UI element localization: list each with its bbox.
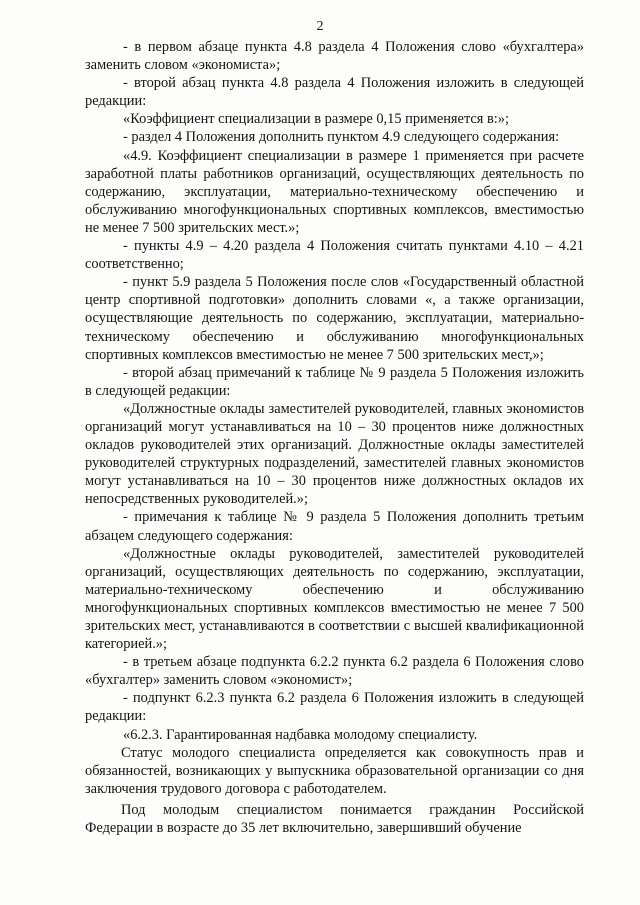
paragraph: Статус молодого специалиста определяется как совокупность прав и обязанностей, возникающих у выпускника образовательной организации со дня заключения трудового договора с работодателем. — [85, 744, 584, 797]
paragraph: Под молодым специалистом понимается гражданин Российской Федерации в возрасте до 35 лет включительно, завершивший обучение — [85, 801, 584, 837]
paragraph: - второй абзац пункта 4.8 раздела 4 Положения изложить в следующей редакции: — [85, 75, 584, 110]
document-body — [85, 38, 584, 837]
paragraph: - пункты 4.9 – 4.20 раздела 4 Положения считать пунктами 4.10 – 4.21 соответственно; — [85, 238, 584, 273]
paragraph: - в третьем абзаце подпункта 6.2.2 пункта 6.2 раздела 6 Положения слово «бухгалтер» заменить словом «экономист»; — [85, 654, 584, 689]
paragraph: - подпункт 6.2.3 пункта 6.2 раздела 6 Положения изложить в следующей редакции: — [85, 690, 584, 725]
page-number: 2 — [316, 19, 324, 34]
paragraph: «6.2.3. Гарантированная надбавка молодому специалисту. — [123, 726, 478, 743]
paragraph: - второй абзац примечаний к таблице № 9 раздела 5 Положения изложить в следующей редакции: — [85, 364, 584, 399]
paragraph: «Должностные оклады руководителей, заместителей руководителей организаций, осуществляющих деятельность по содержанию, эксплуатации, материально-техническому обеспечению и обслуживанию многофункциональных спортивных комплексов вместимостью не менее 7 500 зрительских мест, устанавливаются в соответствии с высшей квалификационной категорией.»; — [85, 545, 584, 653]
paragraph: - примечания к таблице № 9 раздела 5 Положения дополнить третьим абзацем следующего содержания: — [85, 509, 584, 544]
paragraph: «4.9. Коэффициент специализации в размере 1 применяется при расчете заработной платы работников организаций, осуществляющих деятельность по содержанию, эксплуатации, материально-техническому обеспечению и обслуживанию многофункциональных спортивных комплексов, вместимостью не менее 7 500 зрительских мест.»; — [85, 147, 584, 236]
paragraph: - раздел 4 Положения дополнить пунктом 4.9 следующего содержания: — [123, 129, 560, 146]
paragraph: «Коэффициент специализации в размере 0,15 применяется в:»; — [123, 111, 509, 128]
paragraph: - пункт 5.9 раздела 5 Положения после слов «Государственный областной центр спортивной подготовки» дополнить словами «, а также организации, осуществляющие деятельность по содержанию, эксплуатации, материально-техническому обеспечению и обслуживанию многофункциональных спортивных комплексов вместимостью не менее 7 500 зрительских мест,»; — [85, 274, 584, 363]
paragraph: «Должностные оклады заместителей руководителей, главных экономистов организаций могут устанавливаться на 10 – 30 процентов ниже должностных окладов руководителей этих организаций. Должностные оклады заместителей руководителей структурных подразделений, заместителей главных экономистов могут устанавливаться на 10 – 30 процентов ниже должностных окладов их непосредственных руководителей.»; — [85, 400, 584, 508]
paragraph: - в первом абзаце пункта 4.8 раздела 4 Положения слово «бухгалтера» заменить словом «экономиста»; — [85, 39, 584, 74]
